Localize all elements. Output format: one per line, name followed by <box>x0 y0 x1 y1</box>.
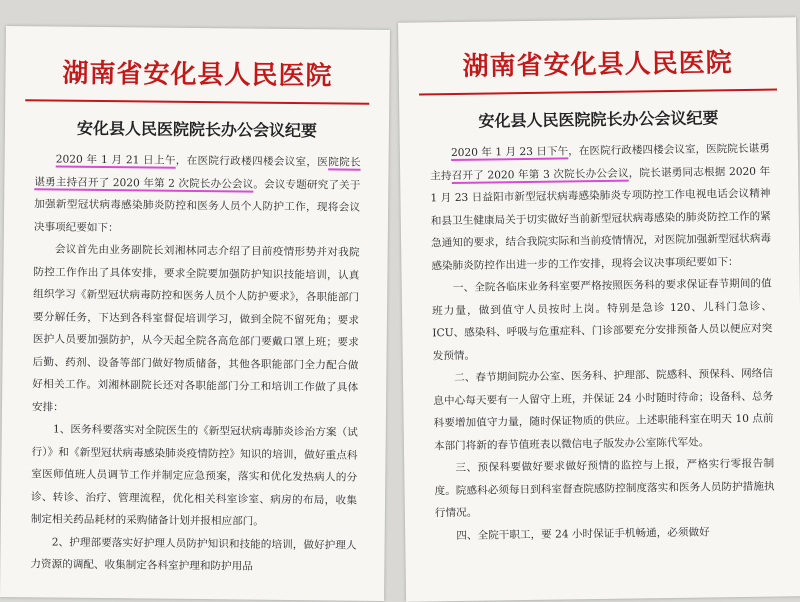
paragraph: 1、医务科要落实对全院医生的《新型冠状病毒肺炎诊治方案（试行）》和《新型冠状病毒感染肺炎疫情防控》知识的培训，做好重点科室医师值班人员调节工作并制定应急预案，落实和优化发热病人的分诊、转诊、治疗、管理流程，优化相关科室诊室、病房的布局，收集制定相关药品耗材的采购储备计划并报相应部门。 <box>30 423 358 528</box>
highlighted-text: 院院长谌勇主持召开了 2020 年第 2 次院长办公会议 <box>34 156 361 191</box>
document-body <box>0 148 388 579</box>
highlighted-text: 召开了 2020 年第 3 次院长办公会议 <box>451 167 629 182</box>
paragraph: 会议首先由业务副院长刘湘林同志介绍了目前疫情形势并对我院防控工作作出了具体安排，要求全院要加强防护知识技能培训，认真组织学习《新型冠状病毒防控和医务人员个人防护要求》，各职能部门要分解任务，下达到各科室督促培训学习，做到全院不留死角；要求医护人员要加强防护，从今天起全院各高危部门要戴口罩上班；要求后勤、药剂、设备等部门做好物质储备，其他各职能部门全力配合做好相关工作。刘湘林副院长还对各职能部门分工和培训工作做了具体安排： <box>31 243 360 414</box>
highlighted-text: 2020 年 1 月 21 日上午 <box>55 153 176 167</box>
paragraph: 一、全院各临床业务科室要严格按照医务科的要求保证春节期间的值班力量，做到值守人员按时上岗。特别是急诊 120、儿科门急诊、ICU、感染科、呼吸与危重症科、门诊部要充分安排预备人员以便应对突发预情。 <box>431 277 773 362</box>
highlighted-text: 2020 年 1 月 23 日下午 <box>450 145 569 160</box>
paragraph: 2、护理部要落实好护理人员防护知识和技能的培训，做好护理人力资源的调配、收集制定各科室护理和防护用品 <box>30 535 357 573</box>
document-body <box>400 137 800 548</box>
paragraph: 四、全院干职工，要 24 小时保证手机畅通，必须做好 <box>456 525 710 542</box>
paragraph: 二、春节期间院办公室、医务科、护理部、院感科、预保科、网络信息中心每天要有一人留守上班，并保证 24 小时随时待命；设备科、总务科要增加值守力量，随时保证物质的供应。上述职能科室在明天 10 点前本部门将新的春节值班表以微信电子版发办公室陈代军处。 <box>433 367 774 452</box>
paragraph: 2020 年 1 月 23 日下午，在医院行政楼四楼会议室，医院院长谌勇主持召开了 2020 年第 3 次院长办公会议，院长谌勇同志根据 2020 年 1 月 23 日益阳市新型冠状病毒感染肺炎专项防控工作电视电话会议精神和县卫生健康局关于切实做好当前新型冠状病毒感染的肺炎防控工作的紧急通知的要求，结合我院实际和当前疫情情况，对医院加强新型冠状病毒感染肺炎防控作出进一步的工作安排，现将会议决事项纪要如下： <box>430 142 772 272</box>
letterhead-rule <box>419 88 777 95</box>
document-title: 安化县人民医院院长办公会议纪要 <box>76 118 318 141</box>
hospital-letterhead: 湖南省安化县人民医院 <box>62 58 333 92</box>
left-document-page <box>0 26 390 601</box>
hospital-letterhead: 湖南省安化县人民医院 <box>462 48 733 82</box>
paragraph: 三、预保科要做好要求做好预情的监控与上报，严格实行零报告制度。院感科必须每日到科室督查院感防控制度落实和医务人员防护措施执行情况。 <box>434 457 775 520</box>
letterhead-rule <box>25 99 369 105</box>
right-document-page <box>398 17 800 602</box>
paragraph: 2020 年 1 月 21 日上午，在医院行政楼四楼会议室，医院院长谌勇主持召开了 2020 年第 2 次院长办公会议。会议专题研究了关于加强新型冠状病毒感染肺炎防控和医务人员个人防护工作，现将会议决事项纪要如下： <box>33 153 361 234</box>
document-title: 安化县人民医院院长办公会议纪要 <box>478 108 719 131</box>
